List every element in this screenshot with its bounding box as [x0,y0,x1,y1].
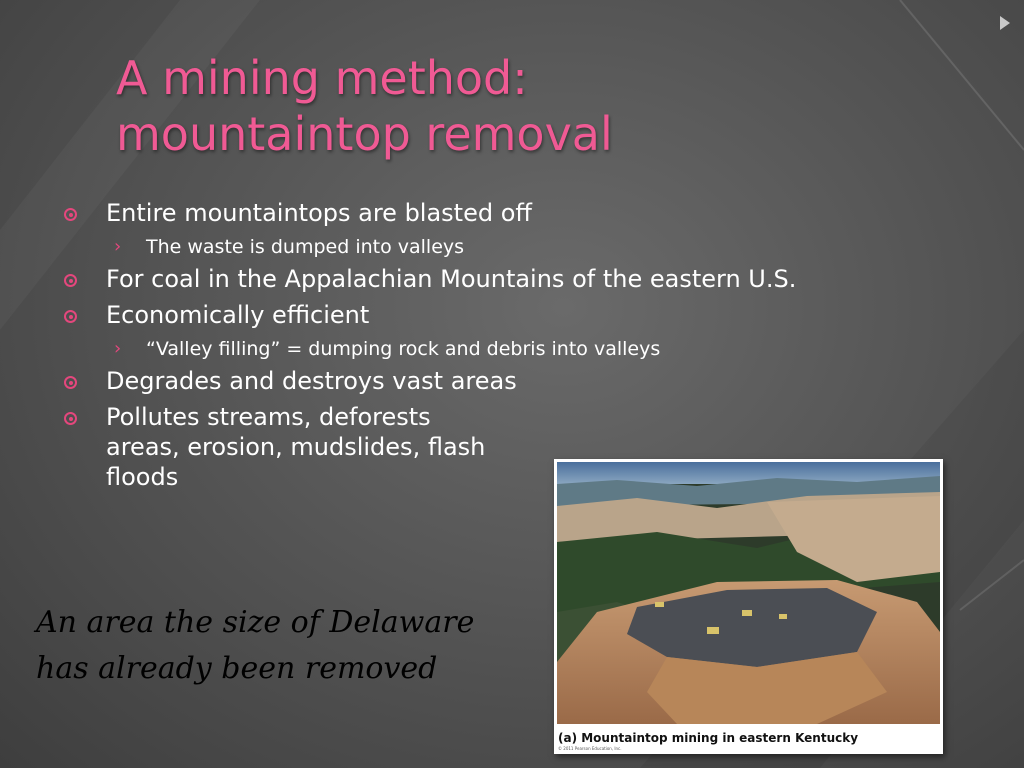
mining-photo [554,459,943,754]
sub-bullet-text: “Valley filling” = dumping rock and debris into valleys [146,338,661,360]
sub-bullet-item [58,336,818,362]
delaware-note [36,600,516,692]
bullet-dot-icon [64,310,77,323]
photo-caption: (a) Mountaintop mining in eastern Kentucky [558,731,859,745]
bullet-item [58,300,818,330]
chevron-right-icon: › [114,338,122,359]
bullet-dot-icon [64,208,77,221]
bullet-text: Entire mountaintops are blasted off [106,199,532,227]
title-line-2: mountaintop removal [116,107,613,161]
sub-bullet-item [58,234,818,260]
bullet-dot-icon [64,376,77,389]
note-line-1: An area the size of Delaware [36,605,475,640]
sub-bullet-text: The waste is dumped into valleys [146,236,465,258]
mountaintop-mine-illustration [557,462,940,724]
bullet-text: Degrades and destroys vast areas [106,367,517,395]
title-line-1: A mining method: [116,51,528,105]
bullet-text: Pollutes streams, deforests areas, erosion, mudslides, flash floods [106,403,486,491]
bullet-item [58,402,506,492]
bullet-dot-icon [64,274,77,287]
bullet-list [58,198,818,498]
bullet-item [58,264,818,294]
bullet-text: For coal in the Appalachian Mountains of the eastern U.S. [106,265,797,293]
photo-copyright: © 2011 Pearson Education, Inc. [558,746,622,751]
bullet-item [58,198,818,228]
note-line-2: has already been removed [36,651,438,686]
slide-title [116,50,936,162]
chevron-right-icon: › [114,236,122,257]
bullet-item [58,366,818,396]
bullet-text: Economically efficient [106,301,370,329]
bullet-dot-icon [64,412,77,425]
